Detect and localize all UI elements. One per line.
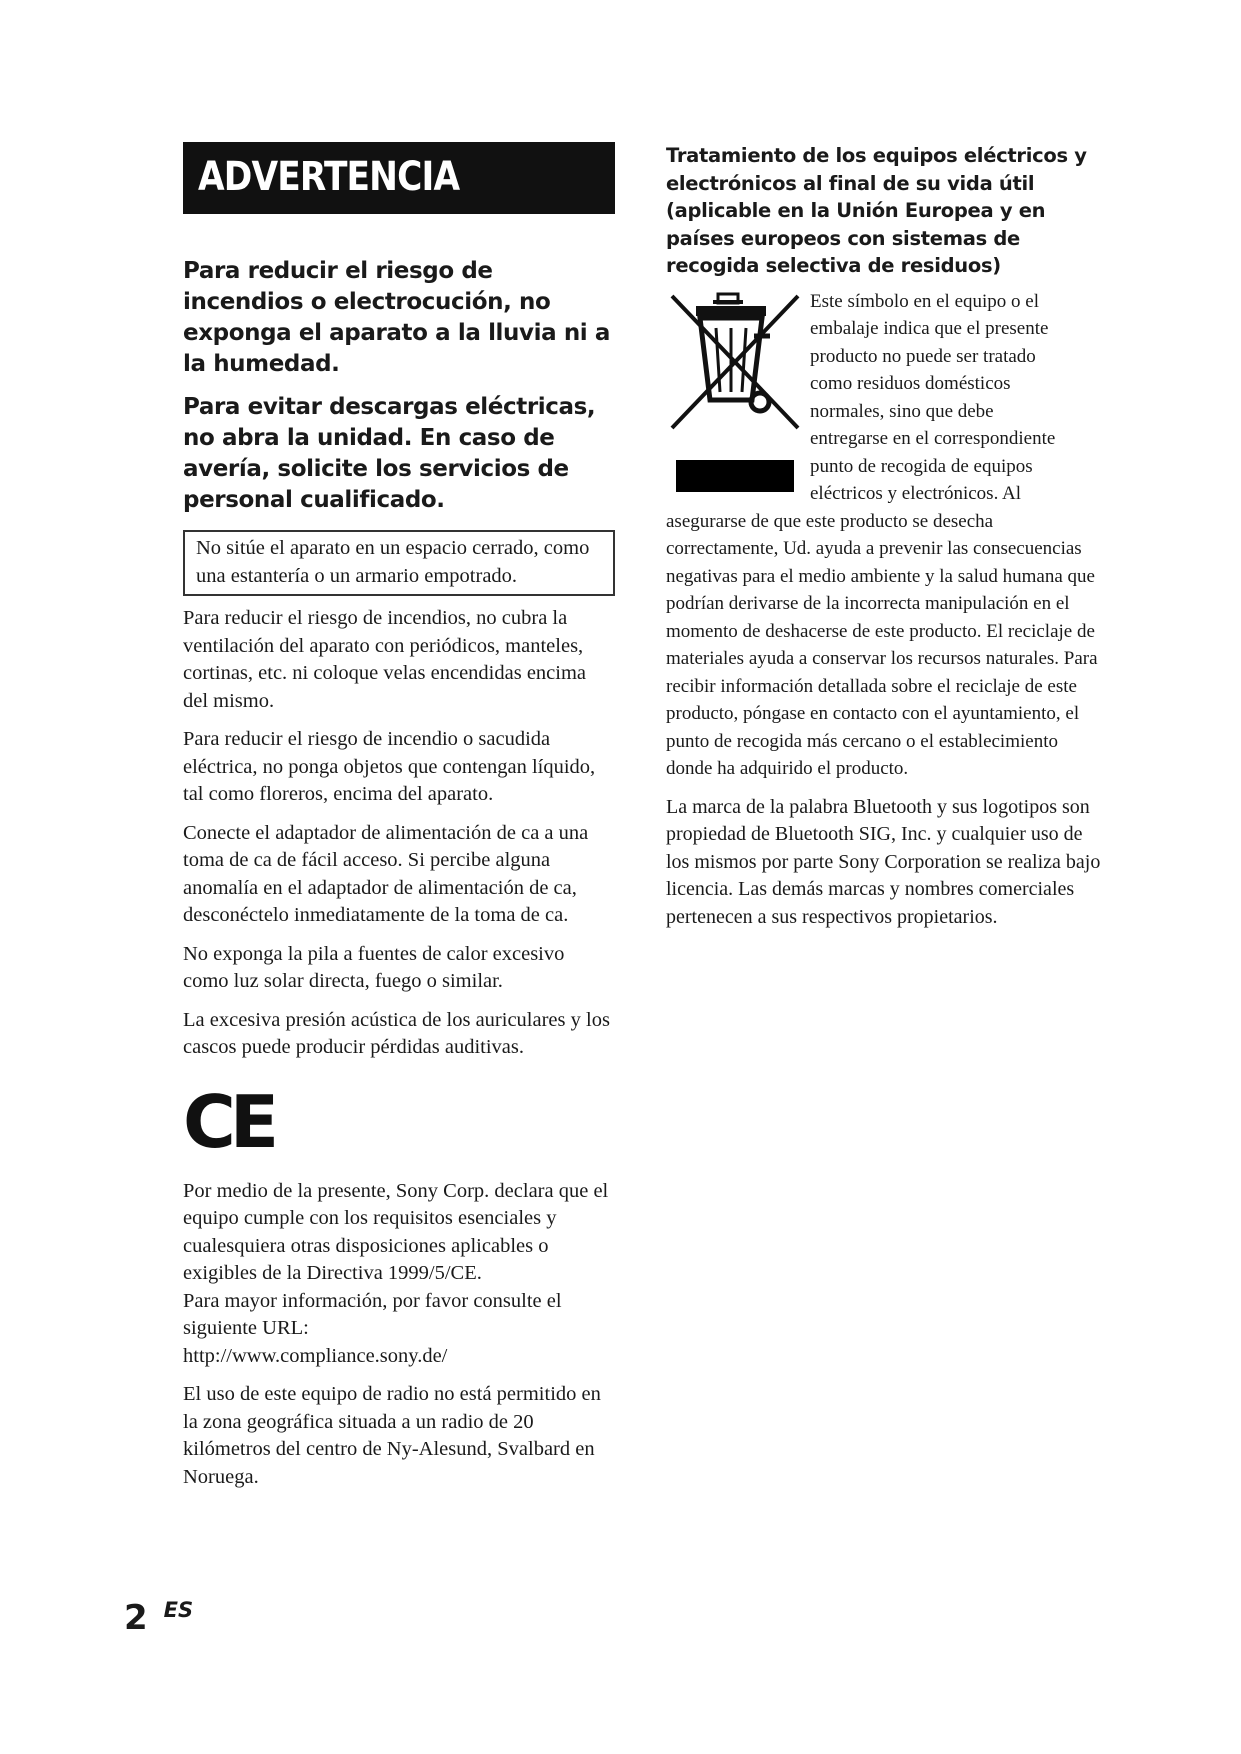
paragraph-ventilation: Para reducir el riesgo de incendios, no cubra la ventilación del aparato con periódicos, manteles, cortinas, etc. ni coloque velas encendidas encima del mismo. <box>183 607 587 712</box>
weee-heading: Tratamiento de los equipos eléctricos y electrónicos al final de su vida útil (aplicable en la Unión Europea y en países europeos con sistemas de recogida selectiva de residuos) <box>666 144 1087 277</box>
warning-banner <box>183 142 615 214</box>
left-column <box>183 142 615 1502</box>
language-code: ES <box>163 1598 194 1622</box>
weee-line: embalaje indica que el presente <box>810 318 1049 339</box>
weee-line: eléctricos y electrónicos. Al <box>810 483 1022 504</box>
paragraph-ac-adapter: Conecte el adaptador de alimentación de ca a una toma de ca de fácil acceso. Si percibe alguna anomalía en el adaptador de alimentación de ca, desconéctelo inmediatamente de la toma de ca. <box>183 821 589 926</box>
crossed-out-wheelie-bin-icon <box>666 288 806 496</box>
declaration-paragraph <box>183 1178 615 1288</box>
weee-block <box>666 288 1106 783</box>
weee-line: producto no puede ser tratado <box>810 345 1036 367</box>
right-column <box>666 142 1106 942</box>
weee-line: entregarse en el correspondiente <box>810 428 1056 449</box>
weee-line: Este símbolo en el equipo o el <box>810 290 1040 312</box>
bold-warning-electric: Para evitar descargas eléctricas, no abra la unidad. En caso de avería, solicite los servicios de personal cualificado. <box>183 394 596 513</box>
bold-warning-weather: Para reducir el riesgo de incendios o electrocución, no exponga el aparato a la lluvia ni a la humedad. <box>183 258 610 377</box>
page-footer <box>124 1598 193 1638</box>
declaration-url-paragraph <box>183 1288 615 1371</box>
declaration-url-intro: Para mayor información, por favor consulte el siguiente URL: <box>183 1289 562 1339</box>
weee-text-continued: asegurarse de que este producto se desecha correctamente, Ud. ayuda a prevenir las consecuencias negativas para el medio ambiente y la salud humana que podrían derivarse de la incorrecta manipulación en el momento de deshacerse de este producto. El reciclaje de materiales ayuda a conservar los recursos naturales. Para recibir información detallada sobre el reciclaje de este producto, póngase en contacto con el ayuntamiento, el punto de recogida más cercano o el establecimiento donde ha adquirido el producto. <box>666 510 1098 779</box>
paragraph-liquids: Para reducir el riesgo de incendio o sacudida eléctrica, no ponga objetos que contengan líquido, tal como floreros, encima del aparato. <box>183 728 596 805</box>
weee-line: normales, sino que debe <box>810 400 994 422</box>
page-number: 2 <box>124 1598 148 1638</box>
radio-notice: El uso de este equipo de radio no está permitido en la zona geográfica situada a un radio de 20 kilómetros del centro de Ny-Alesund, Svalbard en Noruega. <box>183 1383 601 1488</box>
paragraph-battery-heat: No exponga la pila a fuentes de calor excesivo como luz solar directa, fuego o similar. <box>183 942 565 992</box>
declaration-text: Por medio de la presente, Sony Corp. declara que el equipo cumple con los requisitos esenciales y cualesquiera otras disposiciones aplicables o exigibles de la Directiva 1999/5/CE. <box>183 1179 609 1284</box>
paragraph-hearing: La excesiva presión acústica de los auriculares y los cascos puede producir pérdidas auditivas. <box>183 1008 610 1058</box>
weee-line: como residuos domésticos <box>810 373 1011 394</box>
compliance-url-link[interactable]: http://www.compliance.sony.de/ <box>183 1344 448 1367</box>
warning-banner-title: ADVERTENCIA <box>198 154 460 200</box>
ce-mark-icon: CE <box>183 1079 274 1164</box>
weee-line: punto de recogida de equipos <box>810 455 1033 477</box>
boxed-note-enclosure: No sitúe el aparato en un espacio cerrado, como una estantería o un armario empotrado. <box>183 530 615 596</box>
bluetooth-notice: La marca de la palabra Bluetooth y sus logotipos son propiedad de Bluetooth SIG, Inc. y cualquier uso de los mismos por parte Sony Corporation se realiza bajo licencia. Las demás marcas y nombres comerciales pertenecen a sus respectivos propietarios. <box>666 795 1101 928</box>
